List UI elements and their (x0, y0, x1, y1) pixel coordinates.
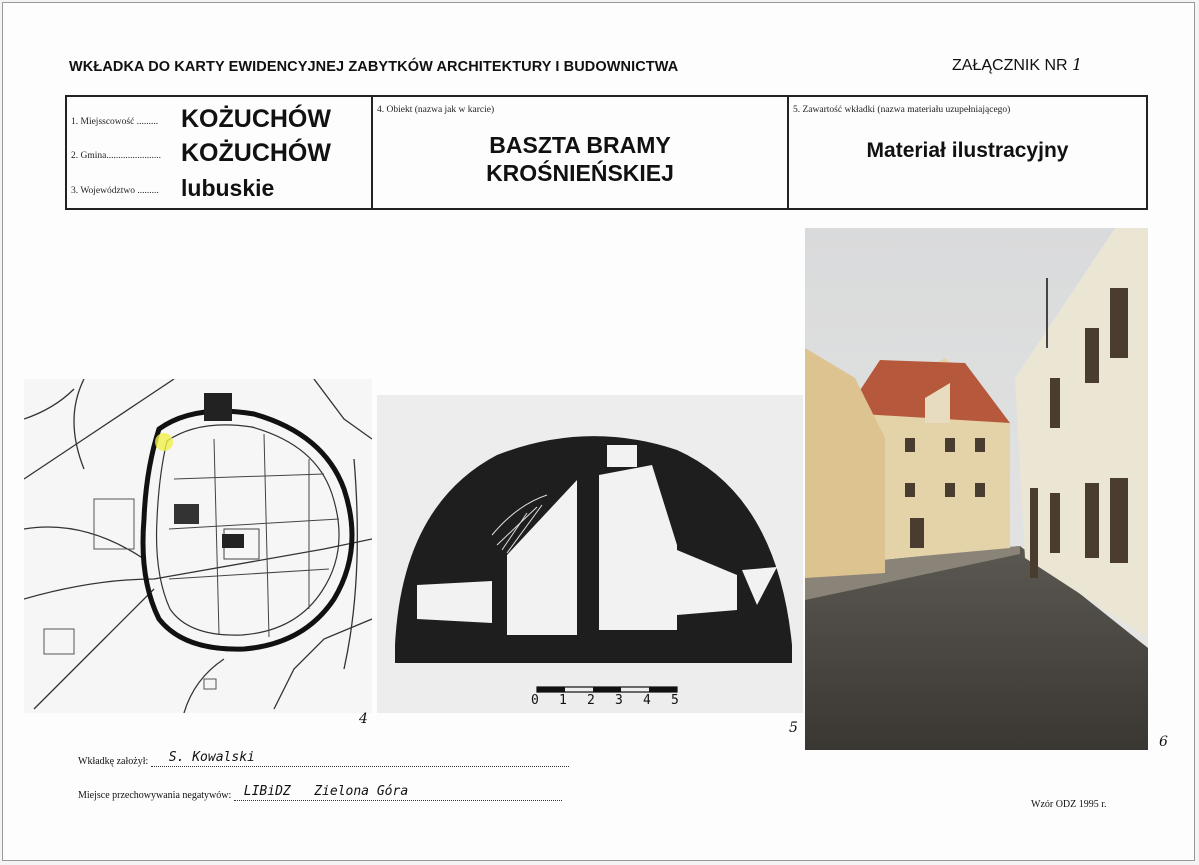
town-map-figure (24, 379, 372, 713)
founder-label: Wkładkę założył: (78, 756, 149, 767)
scale-label-5: 5 (671, 693, 679, 708)
map-background (24, 379, 372, 713)
gmina-value: KOŻUCHÓW (181, 139, 331, 167)
wojewodztwo-row (71, 175, 274, 202)
obiekt-value-line1: BASZTA BRAMY (489, 132, 671, 158)
scale-label-4: 4 (643, 693, 651, 708)
scale-label-1: 1 (559, 693, 567, 708)
location-cell (66, 96, 372, 209)
zawartosc-label: 5. Zawartość wkładki (nazwa materiału uzupełniającego) (793, 105, 1011, 115)
street-photo-figure (805, 228, 1148, 750)
object-cell (372, 96, 788, 209)
miejscowosc-row (71, 105, 331, 134)
wojewodztwo-label: 3. Województwo ......... (71, 185, 159, 196)
scale-label-3: 3 (615, 693, 623, 708)
founder-value: S. Kowalski (168, 750, 255, 765)
storage-label: Miejsce przechowywania negatywów: (78, 790, 232, 801)
attachment-label: ZAŁĄCZNIK NR (952, 57, 1068, 74)
map-figure-number: 4 (359, 711, 368, 727)
scale-label-2: 2 (587, 693, 595, 708)
plan-figure-number: 5 (789, 720, 798, 736)
record-card-table (65, 95, 1148, 210)
miejscowosc-value: KOŻUCHÓW (181, 105, 331, 133)
scale-bar (537, 687, 677, 692)
template-note: Wzór ODZ 1995 r. (1031, 799, 1107, 810)
wojewodztwo-value: lubuskie (181, 175, 275, 201)
gmina-row (71, 139, 331, 168)
obiekt-value (373, 131, 787, 187)
storage-line (234, 786, 562, 801)
floor-plan-figure (377, 395, 803, 713)
obiekt-label: 4. Obiekt (nazwa jak w karcie) (377, 105, 495, 115)
attachment-number-value: 1 (1072, 55, 1083, 74)
founder-row (78, 752, 569, 767)
obiekt-value-line2: KROŚNIEŃSKIEJ (486, 160, 674, 186)
zawartosc-value: Materiał ilustracyjny (866, 139, 1069, 162)
castle-block (204, 393, 232, 421)
attachment-number (952, 55, 1082, 75)
document-title: WKŁADKA DO KARTY EWIDENCYJNEJ ZABYTKÓW ARCHITEKTURY I BUDOWNICTWA (69, 59, 679, 75)
photo-figure-number: 6 (1159, 734, 1168, 750)
content-cell (788, 96, 1147, 209)
tower-location-marker (155, 433, 173, 451)
founder-line (151, 752, 569, 767)
storage-value: LIBiDZ Zielona Góra (243, 784, 409, 799)
miejscowosc-label: 1. Miejsscowość ......... (71, 116, 159, 127)
gmina-label: 2. Gmina....................... (71, 150, 161, 161)
scale-label-0: 0 (531, 693, 539, 708)
storage-row (78, 786, 562, 801)
